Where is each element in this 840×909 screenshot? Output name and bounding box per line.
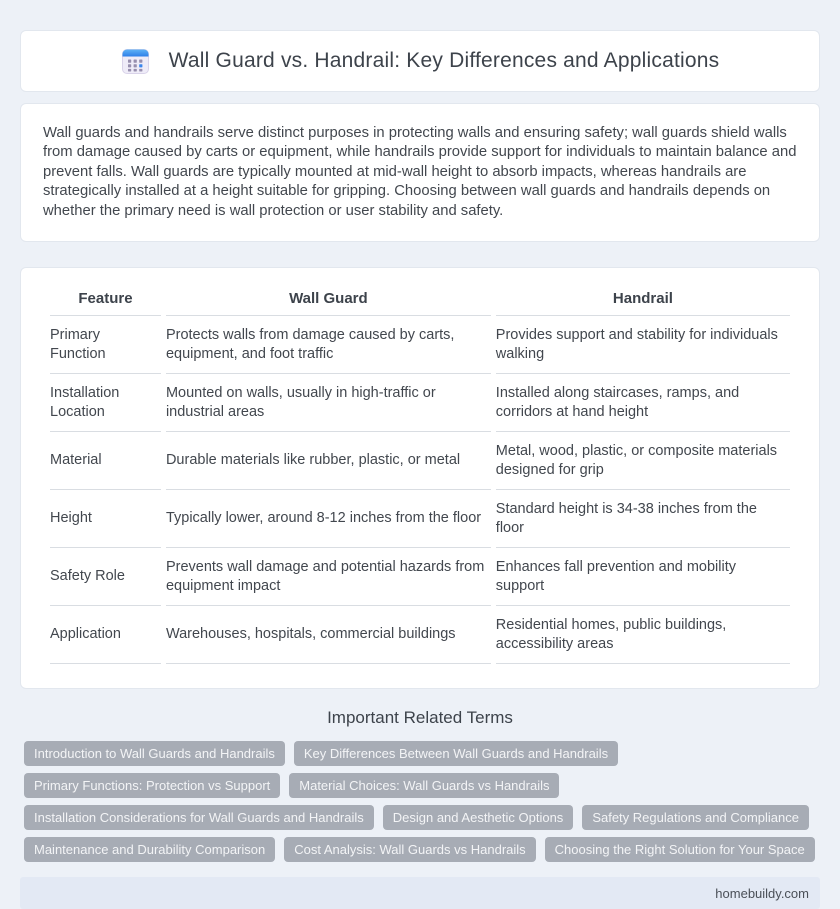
related-term-tag[interactable]: Material Choices: Wall Guards vs Handrails <box>289 773 559 798</box>
calendar-icon <box>121 47 150 75</box>
related-term-tag[interactable]: Key Differences Between Wall Guards and Handrails <box>294 741 618 766</box>
handrail-cell: Installed along staircases, ramps, and corridors at hand height <box>496 374 790 432</box>
table-header-row <box>50 288 790 316</box>
handrail-cell: Standard height is 34-38 inches from the floor <box>496 490 790 548</box>
related-terms-heading: Important Related Terms <box>327 708 513 728</box>
footer-bar <box>20 877 820 909</box>
table-row <box>50 316 790 374</box>
feature-cell: Primary Function <box>50 316 161 374</box>
summary-text: Wall guards and handrails serve distinct purposes in protecting walls and ensuring safety; wall guards shield walls from damage caused by carts or equipment, while handrails provide support for individuals to maintain balance and prevent falls. Wall guards are typically mounted at mid-wall height to absorb impacts, whereas handrails are strategically installed at a height suitable for gripping. Choosing between wall guards and handrails depends on whether the primary need is wall protection or user stability and safety. <box>43 125 797 219</box>
table-row <box>50 490 790 548</box>
handrail-cell: Metal, wood, plastic, or composite materials designed for grip <box>496 432 790 490</box>
page-title: Wall Guard vs. Handrail: Key Differences and Applications <box>168 49 720 72</box>
feature-cell: Application <box>50 606 161 664</box>
column-header-feature: Feature <box>50 288 161 316</box>
table-row <box>50 432 790 490</box>
related-term-tag[interactable]: Safety Regulations and Compliance <box>582 805 809 830</box>
comparison-table <box>45 288 795 664</box>
wall-guard-cell: Mounted on walls, usually in high-traffic or industrial areas <box>166 374 491 432</box>
feature-cell: Installation Location <box>50 374 161 432</box>
comparison-table-card <box>20 267 820 689</box>
related-terms-list <box>20 741 820 862</box>
handrail-cell: Enhances fall prevention and mobility support <box>496 548 790 606</box>
table-row <box>50 606 790 664</box>
related-term-tag[interactable]: Design and Aesthetic Options <box>383 805 574 830</box>
column-header-handrail: Handrail <box>496 288 790 316</box>
wall-guard-cell: Warehouses, hospitals, commercial buildings <box>166 606 491 664</box>
related-term-tag[interactable]: Cost Analysis: Wall Guards vs Handrails <box>284 837 535 862</box>
feature-cell: Safety Role <box>50 548 161 606</box>
site-name: homebuildy.com <box>715 885 809 901</box>
related-term-tag[interactable]: Installation Considerations for Wall Guards and Handrails <box>24 805 374 830</box>
related-term-tag[interactable]: Primary Functions: Protection vs Support <box>24 773 280 798</box>
related-term-tag[interactable]: Introduction to Wall Guards and Handrails <box>24 741 285 766</box>
column-header-wall-guard: Wall Guard <box>166 288 491 316</box>
related-term-tag[interactable]: Maintenance and Durability Comparison <box>24 837 275 862</box>
handrail-cell: Residential homes, public buildings, accessibility areas <box>496 606 790 664</box>
feature-cell: Material <box>50 432 161 490</box>
table-row <box>50 548 790 606</box>
wall-guard-cell: Protects walls from damage caused by carts, equipment, and foot traffic <box>166 316 491 374</box>
wall-guard-cell: Durable materials like rubber, plastic, or metal <box>166 432 491 490</box>
feature-cell: Height <box>50 490 161 548</box>
handrail-cell: Provides support and stability for individuals walking <box>496 316 790 374</box>
wall-guard-cell: Prevents wall damage and potential hazards from equipment impact <box>166 548 491 606</box>
wall-guard-cell: Typically lower, around 8-12 inches from the floor <box>166 490 491 548</box>
summary-card <box>20 103 820 242</box>
related-term-tag[interactable]: Choosing the Right Solution for Your Space <box>545 837 815 862</box>
table-row <box>50 374 790 432</box>
header-card <box>20 30 820 92</box>
